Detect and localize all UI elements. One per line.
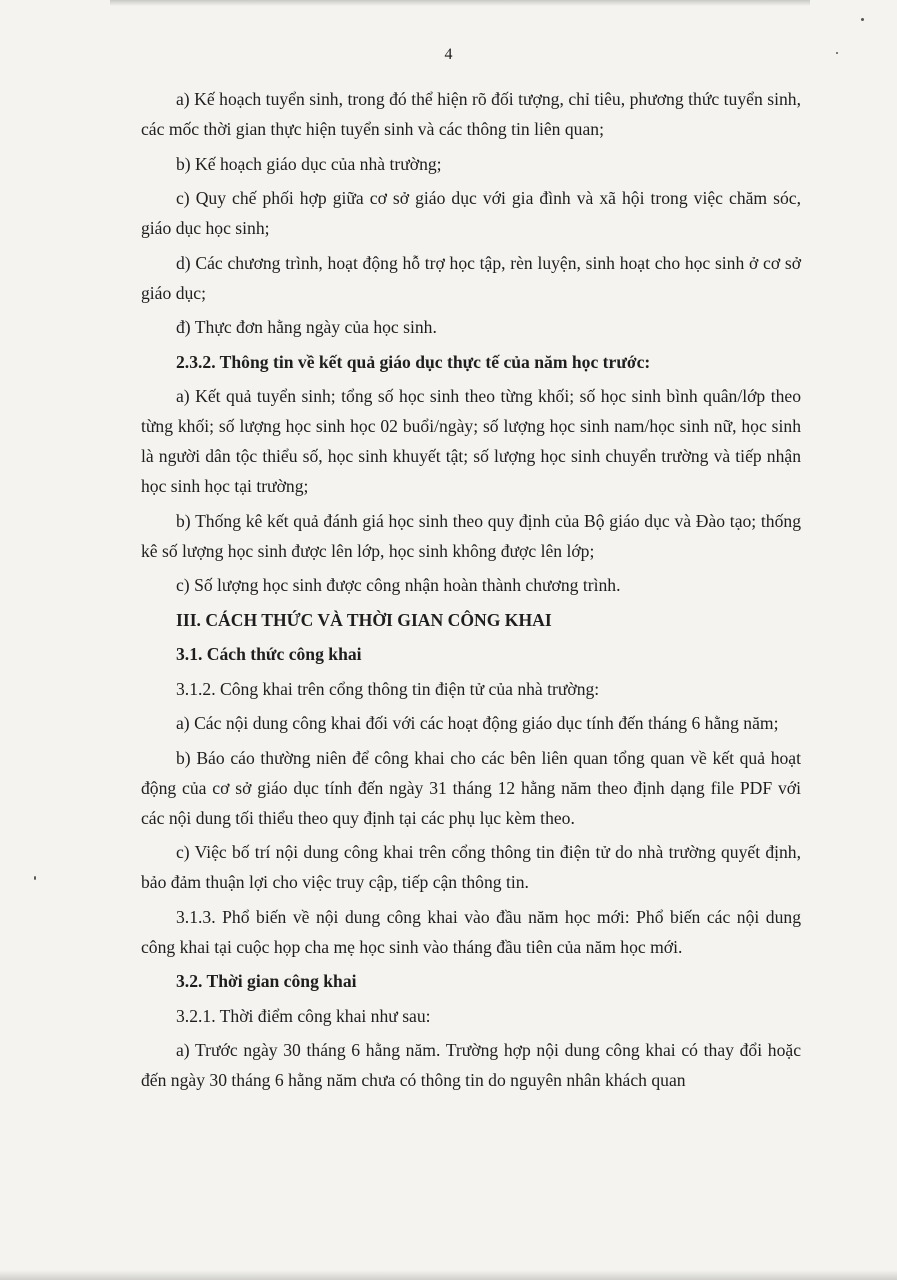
section-heading: 3.1. Cách thức công khai: [176, 644, 362, 664]
paragraph: a) Trước ngày 30 tháng 6 hằng năm. Trường hợp nội dung công khai có thay đổi hoặc đến ngày 30 tháng 6 hằng năm chưa có thông tin do nguyên nhân khách quan: [141, 1040, 801, 1090]
scan-shadow-top: [110, 0, 810, 6]
paragraph: a) Kết quả tuyển sinh; tổng số học sinh theo từng khối; số học sinh bình quân/lớp theo từng khối; số lượng học sinh học 02 buổi/ngày; số lượng học sinh nam/học sinh nữ, học sinh là người dân tộc thiểu số, học sinh khuyết tật; số lượng học sinh chuyển trường và tiếp nhận học sinh học tại trường;: [141, 386, 801, 496]
paragraph: đ) Thực đơn hằng ngày của học sinh.: [176, 317, 437, 337]
paragraph: b) Thống kê kết quả đánh giá học sinh theo quy định của Bộ giáo dục và Đào tạo; thống kê số lượng học sinh được lên lớp, học sinh không được lên lớp;: [141, 510, 801, 561]
scan-speck: [34, 876, 36, 880]
paragraph: 3.1.3. Phổ biến về nội dung công khai vào đầu năm học mới: Phổ biến các nội dung công khai tại cuộc họp cha mẹ học sinh vào tháng đầu tiên của năm học mới.: [141, 906, 801, 957]
paragraph: c) Quy chế phối hợp giữa cơ sở giáo dục với gia đình và xã hội trong việc chăm sóc, giáo dục học sinh;: [141, 188, 801, 238]
paragraph: a) Các nội dung công khai đối với các hoạt động giáo dục tính đến tháng 6 hằng năm;: [176, 713, 779, 733]
scan-shadow-bottom: [0, 1270, 897, 1280]
paragraph: c) Việc bố trí nội dung công khai trên cổng thông tin điện tử do nhà trường quyết định, bảo đảm thuận lợi cho việc truy cập, tiếp cận thông tin.: [141, 842, 801, 892]
paragraph: a) Kế hoạch tuyển sinh, trong đó thể hiện rõ đối tượng, chỉ tiêu, phương thức tuyển sinh, các mốc thời gian thực hiện tuyển sinh và các thông tin liên quan;: [141, 89, 801, 139]
page-number: 4: [444, 46, 453, 63]
section-heading: 2.3.2. Thông tin về kết quả giáo dục thực tế của năm học trước:: [176, 351, 651, 372]
paragraph: d) Các chương trình, hoạt động hỗ trợ học tập, rèn luyện, sinh hoạt cho học sinh ở cơ sở giáo dục;: [141, 252, 801, 303]
paragraph: b) Báo cáo thường niên để công khai cho các bên liên quan tổng quan về kết quả hoạt động của cơ sở giáo dục tính đến ngày 31 tháng 12 hằng năm theo định dạng file PDF với các nội dung tối thiểu theo quy định tại các phụ lục kèm theo.: [141, 747, 801, 828]
chapter-heading: III. CÁCH THỨC VÀ THỜI GIAN CÔNG KHAI: [176, 609, 552, 630]
section-heading: 3.2. Thời gian công khai: [176, 971, 357, 991]
scan-speck: [861, 18, 864, 21]
paragraph: b) Kế hoạch giáo dục của nhà trường;: [176, 153, 442, 174]
paragraph: c) Số lượng học sinh được công nhận hoàn thành chương trình.: [176, 575, 621, 595]
paragraph: 3.2.1. Thời điểm công khai như sau:: [176, 1005, 431, 1026]
document-body: [141, 84, 801, 1100]
paragraph: 3.1.2. Công khai trên cổng thông tin điện tử của nhà trường:: [176, 678, 600, 699]
